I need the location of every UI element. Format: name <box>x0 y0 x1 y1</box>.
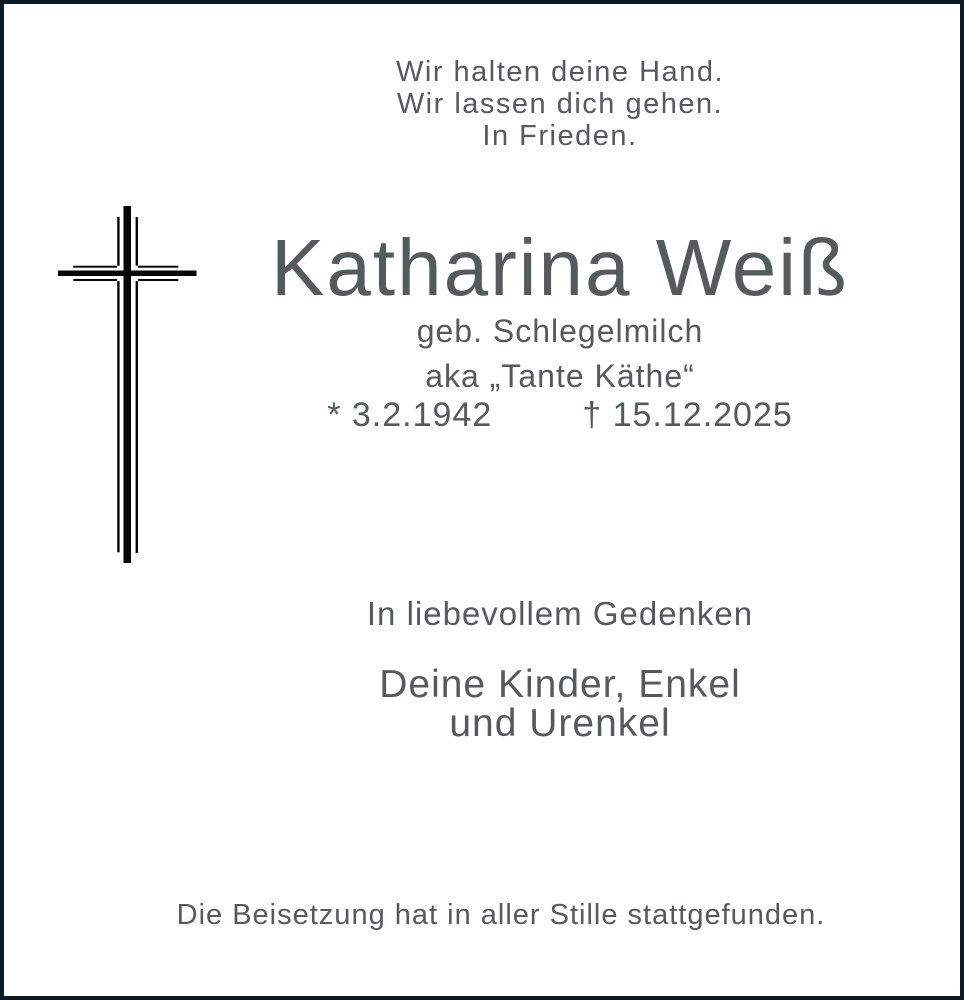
family-line-1: Deine Kinder, Enkel <box>379 663 741 706</box>
death-date: † 15.12.2025 <box>582 396 793 434</box>
verse-line-3: In Frieden. <box>482 120 638 152</box>
burial-note: Die Beisetzung hat in aller Stille stattgefunden. <box>176 899 826 931</box>
verse-line-1: Wir halten deine Hand. <box>396 56 724 88</box>
life-dates <box>154 394 964 436</box>
verse <box>154 56 964 152</box>
verse-line-2: Wir lassen dich gehen. <box>396 88 724 120</box>
memorial-intro: In liebevollem Gedenken <box>366 595 754 632</box>
family-line-2: und Urenkel <box>449 702 671 745</box>
deceased-name: Katharina Weiß <box>271 223 849 312</box>
birth-date: * 3.2.1942 <box>327 396 493 434</box>
mourning-family <box>154 665 964 743</box>
nickname: aka „Tante Käthe“ <box>425 358 695 394</box>
maiden-name: geb. Schlegelmilch <box>416 313 704 349</box>
